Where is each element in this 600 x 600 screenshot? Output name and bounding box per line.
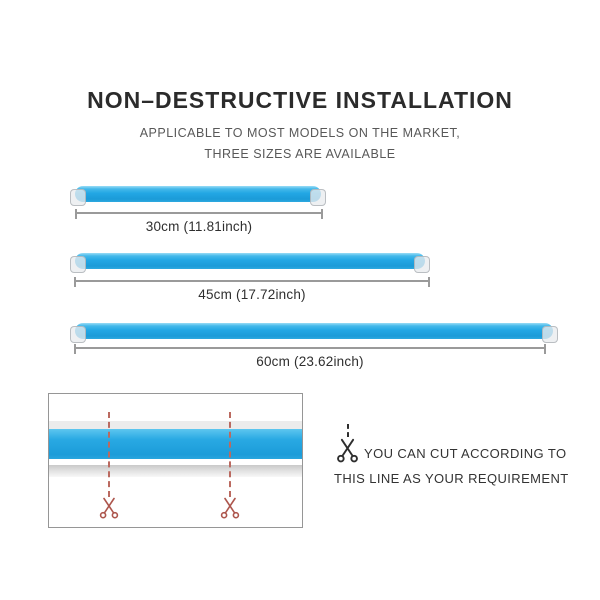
strip-closeup-shadow (49, 465, 302, 477)
led-strip-60cm (70, 322, 558, 344)
scissors-icon (334, 437, 361, 464)
cut-dashed-line-left (108, 412, 110, 497)
measurement-label-30cm: 30cm (11.81inch) (145, 219, 253, 234)
strip-closeup-top-edge (49, 421, 302, 429)
led-strip-45cm (70, 252, 430, 274)
page-title: NON–DESTRUCTIVE INSTALLATION (87, 87, 513, 113)
strip-end-cap (542, 326, 558, 343)
cut-diagram-box (48, 393, 303, 528)
cut-note-line-2: THIS LINE AS YOUR REQUIREMENT (334, 471, 569, 486)
scissors-icon (97, 496, 121, 520)
subtitle-line-2: THREE SIZES ARE AVAILABLE (204, 147, 396, 161)
strip-closeup-blue-band (49, 429, 302, 459)
measurement-line-30cm (75, 212, 323, 214)
strip-end-cap (414, 256, 430, 273)
strip-end-cap (70, 189, 86, 206)
cut-dashed-line-right (229, 412, 231, 497)
strip-end-cap (310, 189, 326, 206)
measurement-line-45cm (74, 280, 430, 282)
strip-bar (75, 323, 553, 339)
measurement-label-60cm: 60cm (23.62inch) (256, 354, 364, 369)
subtitle-line-1: APPLICABLE TO MOST MODELS ON THE MARKET, (139, 126, 461, 140)
strip-bar (75, 253, 425, 269)
scissors-icon (218, 496, 242, 520)
strip-bar (75, 186, 321, 202)
measurement-label-45cm: 45cm (17.72inch) (198, 287, 306, 302)
strip-end-cap (70, 256, 86, 273)
cut-mark-dash (347, 424, 349, 437)
strip-end-cap (70, 326, 86, 343)
cut-note-line-1: YOU CAN CUT ACCORDING TO (364, 446, 567, 461)
measurement-line-60cm (74, 347, 546, 349)
led-strip-30cm (70, 185, 326, 207)
